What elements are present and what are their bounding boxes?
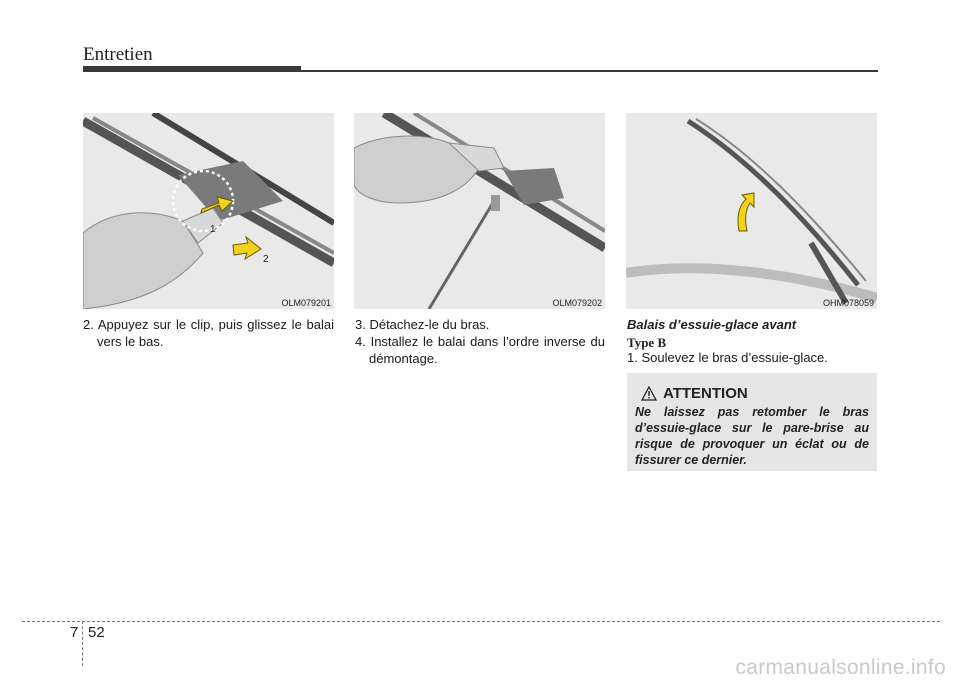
figure-code: OLM079202 [552,298,602,308]
footer-divider [82,621,83,666]
footer-rule [22,621,940,622]
figure-code: OHM078059 [822,298,874,308]
watermark: carmanualsonline.info [735,656,946,679]
wiper-detach-illustration [354,113,605,309]
attention-text: Ne laissez pas retomber le bras d’essuie-glace sur le pare-brise au risque de provoquer un éclat ou de fissurer ce dernier. [635,405,869,467]
attention-title: ATTENTION [663,385,748,402]
page-number: 52 [88,624,105,641]
figure-lift-arm [626,113,877,309]
chapter-number: 7 [70,624,79,641]
section-title: Balais d’essuie-glace avant [627,317,797,332]
figure-code: OLM079201 [281,298,331,308]
callout-2: 2 [263,254,269,265]
step-2: 2. Appuyez sur le clip, puis glissez le balai vers le bas. [83,317,334,349]
step-3: 3. Détachez-le du bras. [355,317,490,332]
type-label: Type B [627,335,667,350]
attention-box [627,373,877,471]
warning-triangle-icon [641,386,657,401]
step-1: 1. Soulevez le bras d’essuie-glace. [627,350,828,365]
figure-detach-blade [354,113,605,309]
wiper-lift-illustration [626,113,877,309]
page-header-title: Entretien [83,44,153,65]
wiper-clip-illustration [83,113,334,309]
attention-header [641,385,748,402]
figure-clip-removal [83,113,334,309]
callout-1: 1 [210,224,216,235]
header-rule-thin [83,70,878,72]
step-4: 4. Installez le balai dans l’ordre inverse du démontage. [355,334,605,366]
